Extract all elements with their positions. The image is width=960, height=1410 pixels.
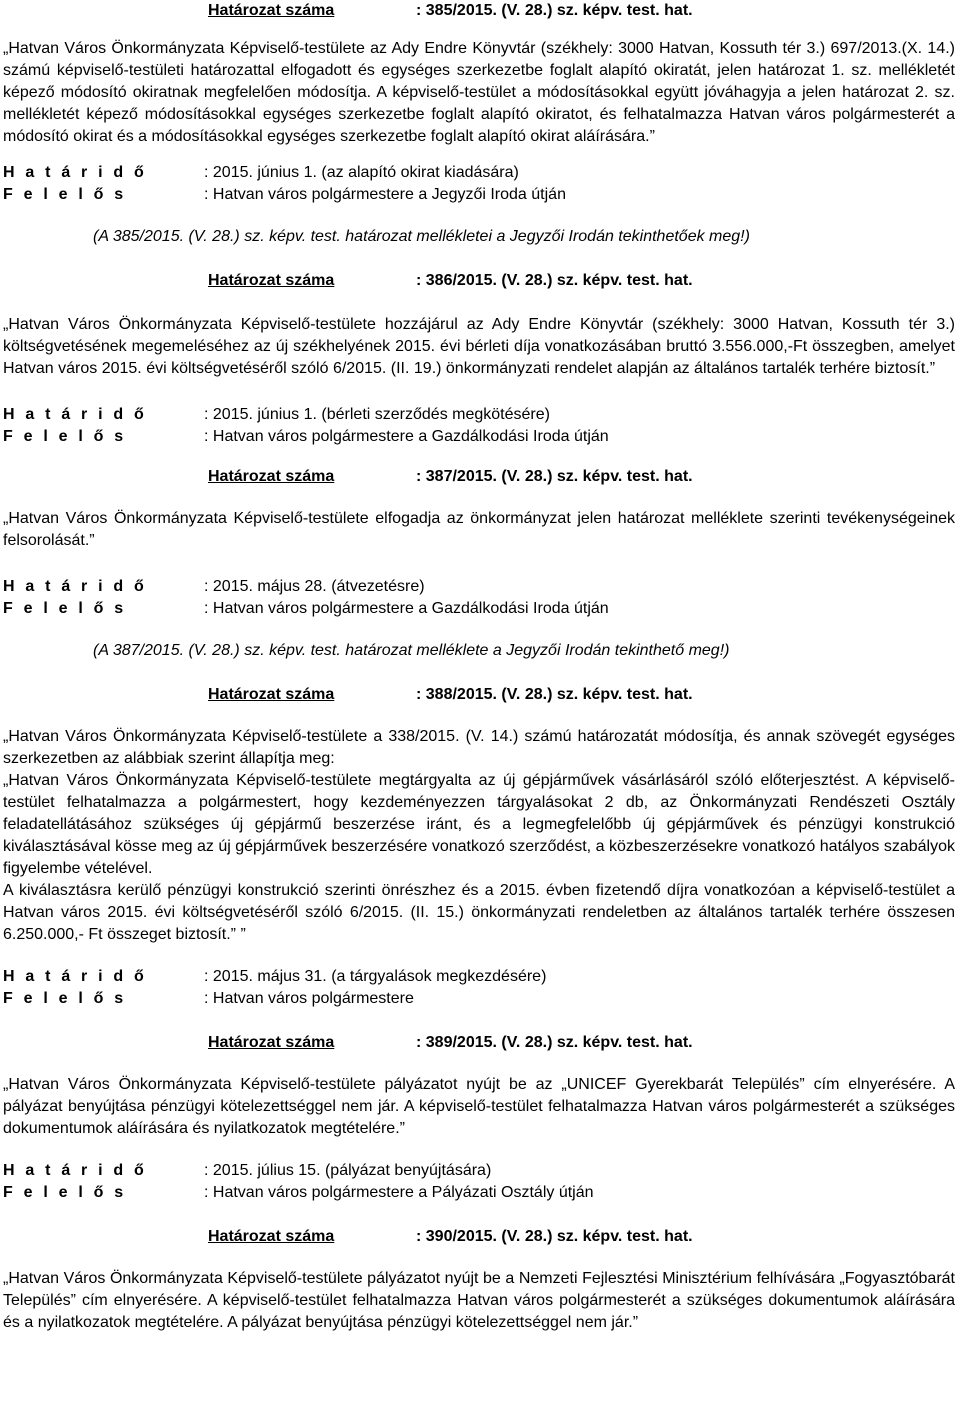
deadline-row-387 — [3, 576, 955, 598]
resolution-header-390 — [3, 1226, 955, 1248]
responsible-value: : Hatvan város polgármestere — [204, 990, 414, 1007]
responsible-value: : Hatvan város polgármestere a Pályázati Osztály útján — [204, 1184, 594, 1201]
resolution-text-389 — [3, 1074, 955, 1140]
deadline-value: : 2015. május 31. (a tárgyalások megkezdésére) — [204, 968, 547, 985]
responsible-row-385 — [3, 184, 955, 206]
resolution-number-value: : 386/2015. (V. 28.) sz. képv. test. hat. — [416, 272, 693, 289]
resolution-number-label: Határozat száma — [208, 1034, 335, 1051]
deadline-row-388 — [3, 966, 955, 988]
resolution-number-value: : 385/2015. (V. 28.) sz. képv. test. hat. — [416, 2, 693, 19]
responsible-label: F e l e l ő s — [3, 428, 127, 445]
resolution-body: „Hatvan Város Önkormányzata Képviselő-testülete pályázatot nyújt be a Nemzeti Fejlesztési Minisztérium felhívására „Fogyasztóbarát Település” cím elnyerésére. A képviselő-testület felhatalmazza Hatvan város polgármesterét a szükséges dokumentumok aláírására és a nyilatkozatok megtételére. A pályázat benyújtása pénzügyi kötelezettséggel nem jár.” — [3, 1270, 955, 1331]
responsible-label: F e l e l ő s — [3, 1184, 127, 1201]
deadline-row-386 — [3, 404, 955, 426]
attachment-note-387: (A 387/2015. (V. 28.) sz. képv. test. határozat melléklete a Jegyzői Irodán tekinthető meg!) — [93, 642, 730, 659]
responsible-label: F e l e l ő s — [3, 186, 127, 203]
resolution-text-385 — [3, 38, 955, 148]
deadline-label: H a t á r i d ő — [3, 578, 148, 595]
deadline-label: H a t á r i d ő — [3, 968, 148, 985]
resolution-body: „Hatvan Város Önkormányzata Képviselő-testülete pályázatot nyújt be az „UNICEF Gyerekbarát Település” cím elnyerésére. A pályázat benyújtása pénzügyi kötelezettséggel nem jár. A képviselő-testület felhatalmazza Hatvan város polgármesterét a szükséges dokumentumok aláírására és nyilatkozatok megtételére.” — [3, 1076, 955, 1137]
resolution-text-387 — [3, 508, 955, 552]
resolution-number-label: Határozat száma — [208, 1228, 335, 1245]
resolution-text-390 — [3, 1268, 955, 1334]
resolution-number-label: Határozat száma — [208, 272, 335, 289]
resolution-body: „Hatvan Város Önkormányzata Képviselő-testülete hozzájárul az Ady Endre Könyvtár (székhely: 3000 Hatvan, Kossuth tér 3.) költségvetésének megemeléséhez az új székhelyének 2015. évi bérleti díja vonatkozásában bruttó 3.556.000,-Ft összegben, amelyet Hatvan város 2015. évi költségvetéséről szóló 6/2015. (II. 19.) önkormányzati rendelet alapján az általános tartalék terhére biztosít.” — [3, 316, 955, 377]
resolution-header-387 — [3, 466, 955, 488]
deadline-value: : 2015. május 28. (átvezetésre) — [204, 578, 425, 595]
resolution-body: „Hatvan Város Önkormányzata Képviselő-testülete elfogadja az önkormányzat jelen határozat melléklete szerinti tevékenységeinek felsorolását.” — [3, 510, 955, 549]
resolution-number-label: Határozat száma — [208, 2, 335, 19]
resolution-number-value: : 389/2015. (V. 28.) sz. képv. test. hat. — [416, 1034, 693, 1051]
resolution-body-quoted: „Hatvan Város Önkormányzata Képviselő-testülete megtárgyalta az új gépjárművek vásárlásáról szóló előterjesztést. A képviselő-testület felhatalmazza a polgármestert, hogy kezdeményezzen tárgyalásokat 2 db, az Önkormányzati Rendészeti Osztály feladatellátásához szükséges új gépjármű beszerzése iránt, és a legmegfelelőbb új gépjárművek és pénzügyi konstrukció kiválasztásával kösse meg az új gépjárművek beszerzésére vonatkozó szerződést, a közbeszerzésekre vonatkozó hatályos szabályok figyelembe vételével. — [3, 772, 955, 877]
responsible-label: F e l e l ő s — [3, 990, 127, 1007]
resolution-number-value: : 390/2015. (V. 28.) sz. képv. test. hat. — [416, 1228, 693, 1245]
deadline-label: H a t á r i d ő — [3, 164, 148, 181]
responsible-row-387 — [3, 598, 955, 620]
resolution-header-386 — [3, 270, 955, 292]
deadline-label: H a t á r i d ő — [3, 406, 148, 423]
responsible-row-386 — [3, 426, 955, 448]
resolution-header-385 — [3, 0, 955, 22]
responsible-row-389 — [3, 1182, 955, 1204]
resolution-number-label: Határozat száma — [208, 686, 335, 703]
deadline-label: H a t á r i d ő — [3, 1162, 148, 1179]
resolution-body-intro: „Hatvan Város Önkormányzata Képviselő-testülete a 338/2015. (V. 14.) számú határozatát módosítja, és annak szövegét egységes szerkezetben az alábbiak szerint állapítja meg: — [3, 728, 955, 767]
resolution-body-funding: A kiválasztásra kerülő pénzügyi konstrukció szerinti önrészhez és a 2015. évben fizetendő díjra vonatkozóan a képviselő-testület a Hatvan város 2015. évi költségvetéséről szóló 6/2015. (II. 15.) önkormányzati rendeletben az általános tartalék terhére összesen 6.250.000,- Ft összeget biztosít.” ” — [3, 882, 955, 943]
attachment-note-385: (A 385/2015. (V. 28.) sz. képv. test. határozat mellékletei a Jegyzői Irodán tekinthetőek meg!) — [93, 228, 750, 245]
resolution-header-388 — [3, 684, 955, 706]
resolution-number-value: : 387/2015. (V. 28.) sz. képv. test. hat. — [416, 468, 693, 485]
resolution-text-388 — [3, 726, 955, 946]
responsible-row-388 — [3, 988, 955, 1010]
deadline-value: : 2015. június 1. (bérleti szerződés megkötésére) — [204, 406, 550, 423]
resolution-header-389 — [3, 1032, 955, 1054]
deadline-row-385 — [3, 162, 955, 184]
deadline-value: : 2015. június 1. (az alapító okirat kiadására) — [204, 164, 519, 181]
responsible-value: : Hatvan város polgármestere a Gazdálkodási Iroda útján — [204, 600, 609, 617]
responsible-label: F e l e l ő s — [3, 600, 127, 617]
resolution-body: „Hatvan Város Önkormányzata Képviselő-testülete az Ady Endre Könyvtár (székhely: 3000 Hatvan, Kossuth tér 3.) 697/2013.(X. 14.) számú képviselő-testületi határozattal elfogadott és egységes szerkezetbe foglalt alapító okiratát, jelen határozat 1. sz. mellékletét képező módosító okiratnak megfelelően módosítja. A képviselő-testület a módosításokkal együtt jóváhagyja a jelen határozat 2. sz. mellékletét képező módosításokkal egységes szerkezetbe foglalt alapító okiratot, és felhatalmazza Hatvan város polgármesterét a módosító okirat és a módosításokkal egységes szerkezetbe foglalt alapító okirat aláírására.” — [3, 40, 955, 145]
resolution-text-386 — [3, 314, 955, 380]
deadline-value: : 2015. július 15. (pályázat benyújtására) — [204, 1162, 492, 1179]
resolution-number-label: Határozat száma — [208, 468, 335, 485]
resolution-number-value: : 388/2015. (V. 28.) sz. képv. test. hat. — [416, 686, 693, 703]
deadline-row-389 — [3, 1160, 955, 1182]
responsible-value: : Hatvan város polgármestere a Gazdálkodási Iroda útján — [204, 428, 609, 445]
responsible-value: : Hatvan város polgármestere a Jegyzői Iroda útján — [204, 186, 566, 203]
